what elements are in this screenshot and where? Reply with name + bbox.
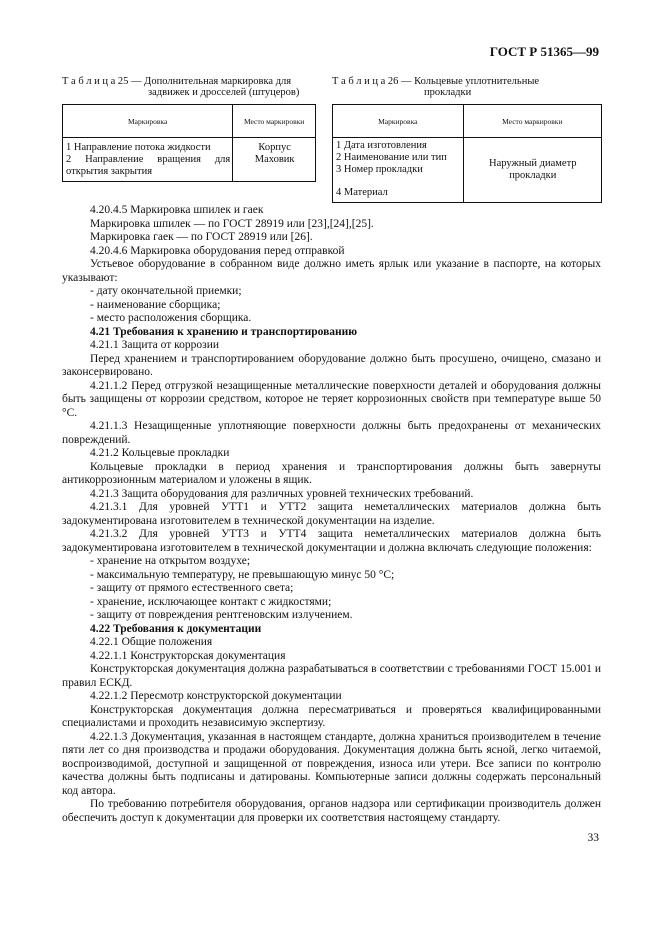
paragraph: Кольцевые прокладки в период хранения и транспортирования должны быть завернуты антикоррозионным материалом и уложены в ящик.: [62, 460, 601, 486]
table-cell: 2 Направление вращения для: [66, 154, 231, 165]
paragraph: 4.21.3.2 Для уровней УТТ3 и УТТ4 защита неметаллических материалов должна быть задокументирована изготовителем в технической документации и должна включать следующие положения:: [62, 528, 601, 554]
table-25-caption: [62, 76, 316, 98]
paragraph: По требованию потребителя оборудования, органов надзора или сертификации производитель должен обеспечить доступ к документации для проверки их соответствия настоящему стандарту.: [62, 798, 601, 824]
paragraph: 4.20.4.5 Маркировка шпилек и гаек: [90, 204, 264, 216]
table-25-col-place-header: Место маркировки: [233, 105, 316, 138]
list-item: - место расположения сборщика.: [90, 312, 252, 324]
table-row: [233, 138, 316, 182]
section-heading: 4.22 Требования к документации: [90, 622, 262, 635]
table-cell: 2 Наименование или тип: [336, 152, 447, 163]
table-cell: 4 Материал: [336, 187, 388, 198]
list-item: - дату окончательной приемки;: [90, 285, 242, 297]
table-25: [62, 76, 316, 182]
paragraph: 4.22.1.2 Пересмотр конструкторской документации: [90, 690, 342, 702]
paragraph: 4.21.3.1 Для уровней УТТ1 и УТТ2 защита неметаллических материалов должна быть задокументирована изготовителем в технической документации на изделие.: [62, 501, 601, 527]
paragraph: Конструкторская документация должна пересматриваться и проверяться квалифицированными специалистами и проходить независимую экспертизу.: [62, 703, 601, 729]
table-cell: прокладки: [509, 169, 557, 181]
list-item: - максимальную температуру, не превышающую минус 50 °С;: [90, 568, 395, 581]
paragraph: 4.21.3 Защита оборудования для различных уровней технических требований.: [90, 487, 474, 500]
table-cell: Маховик: [254, 154, 295, 165]
paragraph: 4.21.1.3 Незащищенные уплотняющие поверхности должны быть предохранены от механических повреждений.: [62, 420, 601, 446]
table-25-caption-line1: Т а б л и ц а 25 — Дополнительная маркировка для: [62, 76, 292, 87]
paragraph: 4.21.1 Защита от коррозии: [90, 339, 219, 351]
paragraph: Перед хранением и транспортированием оборудование должно быть просушено, очищено, смазано и законсервировано.: [62, 352, 601, 378]
paragraph: Маркировка шпилек — по ГОСТ 28919 или [23],[24],[25].: [90, 217, 374, 230]
paragraph: 4.22.1.1 Конструкторская документация: [90, 649, 286, 662]
table-26-col-place-header: Место маркировки: [463, 105, 601, 138]
table-26-caption: [332, 76, 602, 98]
table-26-caption-line2: прокладки: [424, 87, 472, 98]
document-code: ГОСТ Р 51365—99: [489, 44, 599, 59]
list-item: - защиту от повреждения рентгеновским излучением.: [90, 609, 353, 621]
table-cell: 1 Дата изготовления: [336, 140, 427, 151]
paragraph: 4.21.1.2 Перед отгрузкой незащищенные металлические поверхности деталей и оборудования должны быть защищены от коррозии средством, которое не теряет коррозионных свойств при температуре выше 50 °С.: [62, 379, 601, 419]
table-cell: 3 Номер прокладки: [336, 164, 423, 175]
list-item: - хранение, исключающее контакт с жидкостями;: [90, 595, 332, 608]
table-25-grid: [62, 104, 316, 181]
list-item: - хранение на открытом воздухе;: [90, 555, 251, 567]
table-25-caption-line2: задвижек и дросселей (штуцеров): [148, 87, 300, 98]
paragraph: 4.22.1 Общие положения: [90, 636, 213, 648]
page-number: 33: [587, 832, 599, 844]
table-row: [333, 138, 464, 203]
table-26-grid: [332, 104, 602, 203]
table-cell: открытия закрытия: [66, 166, 153, 177]
paragraph: Конструкторская документация должна разрабатываться в соответствии с требованиями ГОСТ 15.001 и правил ЕСКД.: [62, 663, 601, 689]
table-25-col-marking-header: Маркировка: [63, 105, 233, 138]
table-26-col-marking-header: Маркировка: [333, 105, 464, 138]
table-cell: Наружный диаметр: [489, 157, 577, 169]
table-26-caption-line1: Т а б л и ц а 26 — Кольцевые уплотнительные: [332, 76, 540, 87]
list-item: - защиту от прямого естественного света;: [90, 582, 294, 594]
table-row: [63, 138, 233, 182]
section-heading: 4.21 Требования к хранению и транспортированию: [90, 325, 358, 338]
paragraph: 4.20.4.6 Маркировка оборудования перед отправкой: [90, 244, 345, 257]
paragraph: Маркировка гаек — по ГОСТ 28919 или [26].: [90, 231, 313, 243]
table-25-bottom-rule: [62, 181, 316, 182]
document-body: [62, 204, 601, 825]
paragraph: 4.22.1.3 Документация, указанная в настоящем стандарте, должна храниться производителем в течение пяти лет со дня производства и продажи оборудования. Документация должна быть ясной, легко читаемой, воспроизводимой, доступной и защищенной от повреждения, износа или утери. Все записи по контролю качества должны быть подписаны и датированы. Компьютерные записи должны содержать персональный код автора.: [62, 730, 601, 797]
table-26: [332, 76, 602, 203]
paragraph: 4.21.2 Кольцевые прокладки: [90, 447, 230, 459]
table-cell: 1 Направление потока жидкости: [66, 142, 211, 153]
paragraph: Устьевое оборудование в собранном виде должно иметь ярлык или указание в паспорте, на которых указывают:: [62, 258, 601, 284]
table-cell: Корпус: [258, 142, 291, 153]
table-row: [463, 138, 601, 203]
list-item: - наименование сборщика;: [90, 298, 221, 311]
